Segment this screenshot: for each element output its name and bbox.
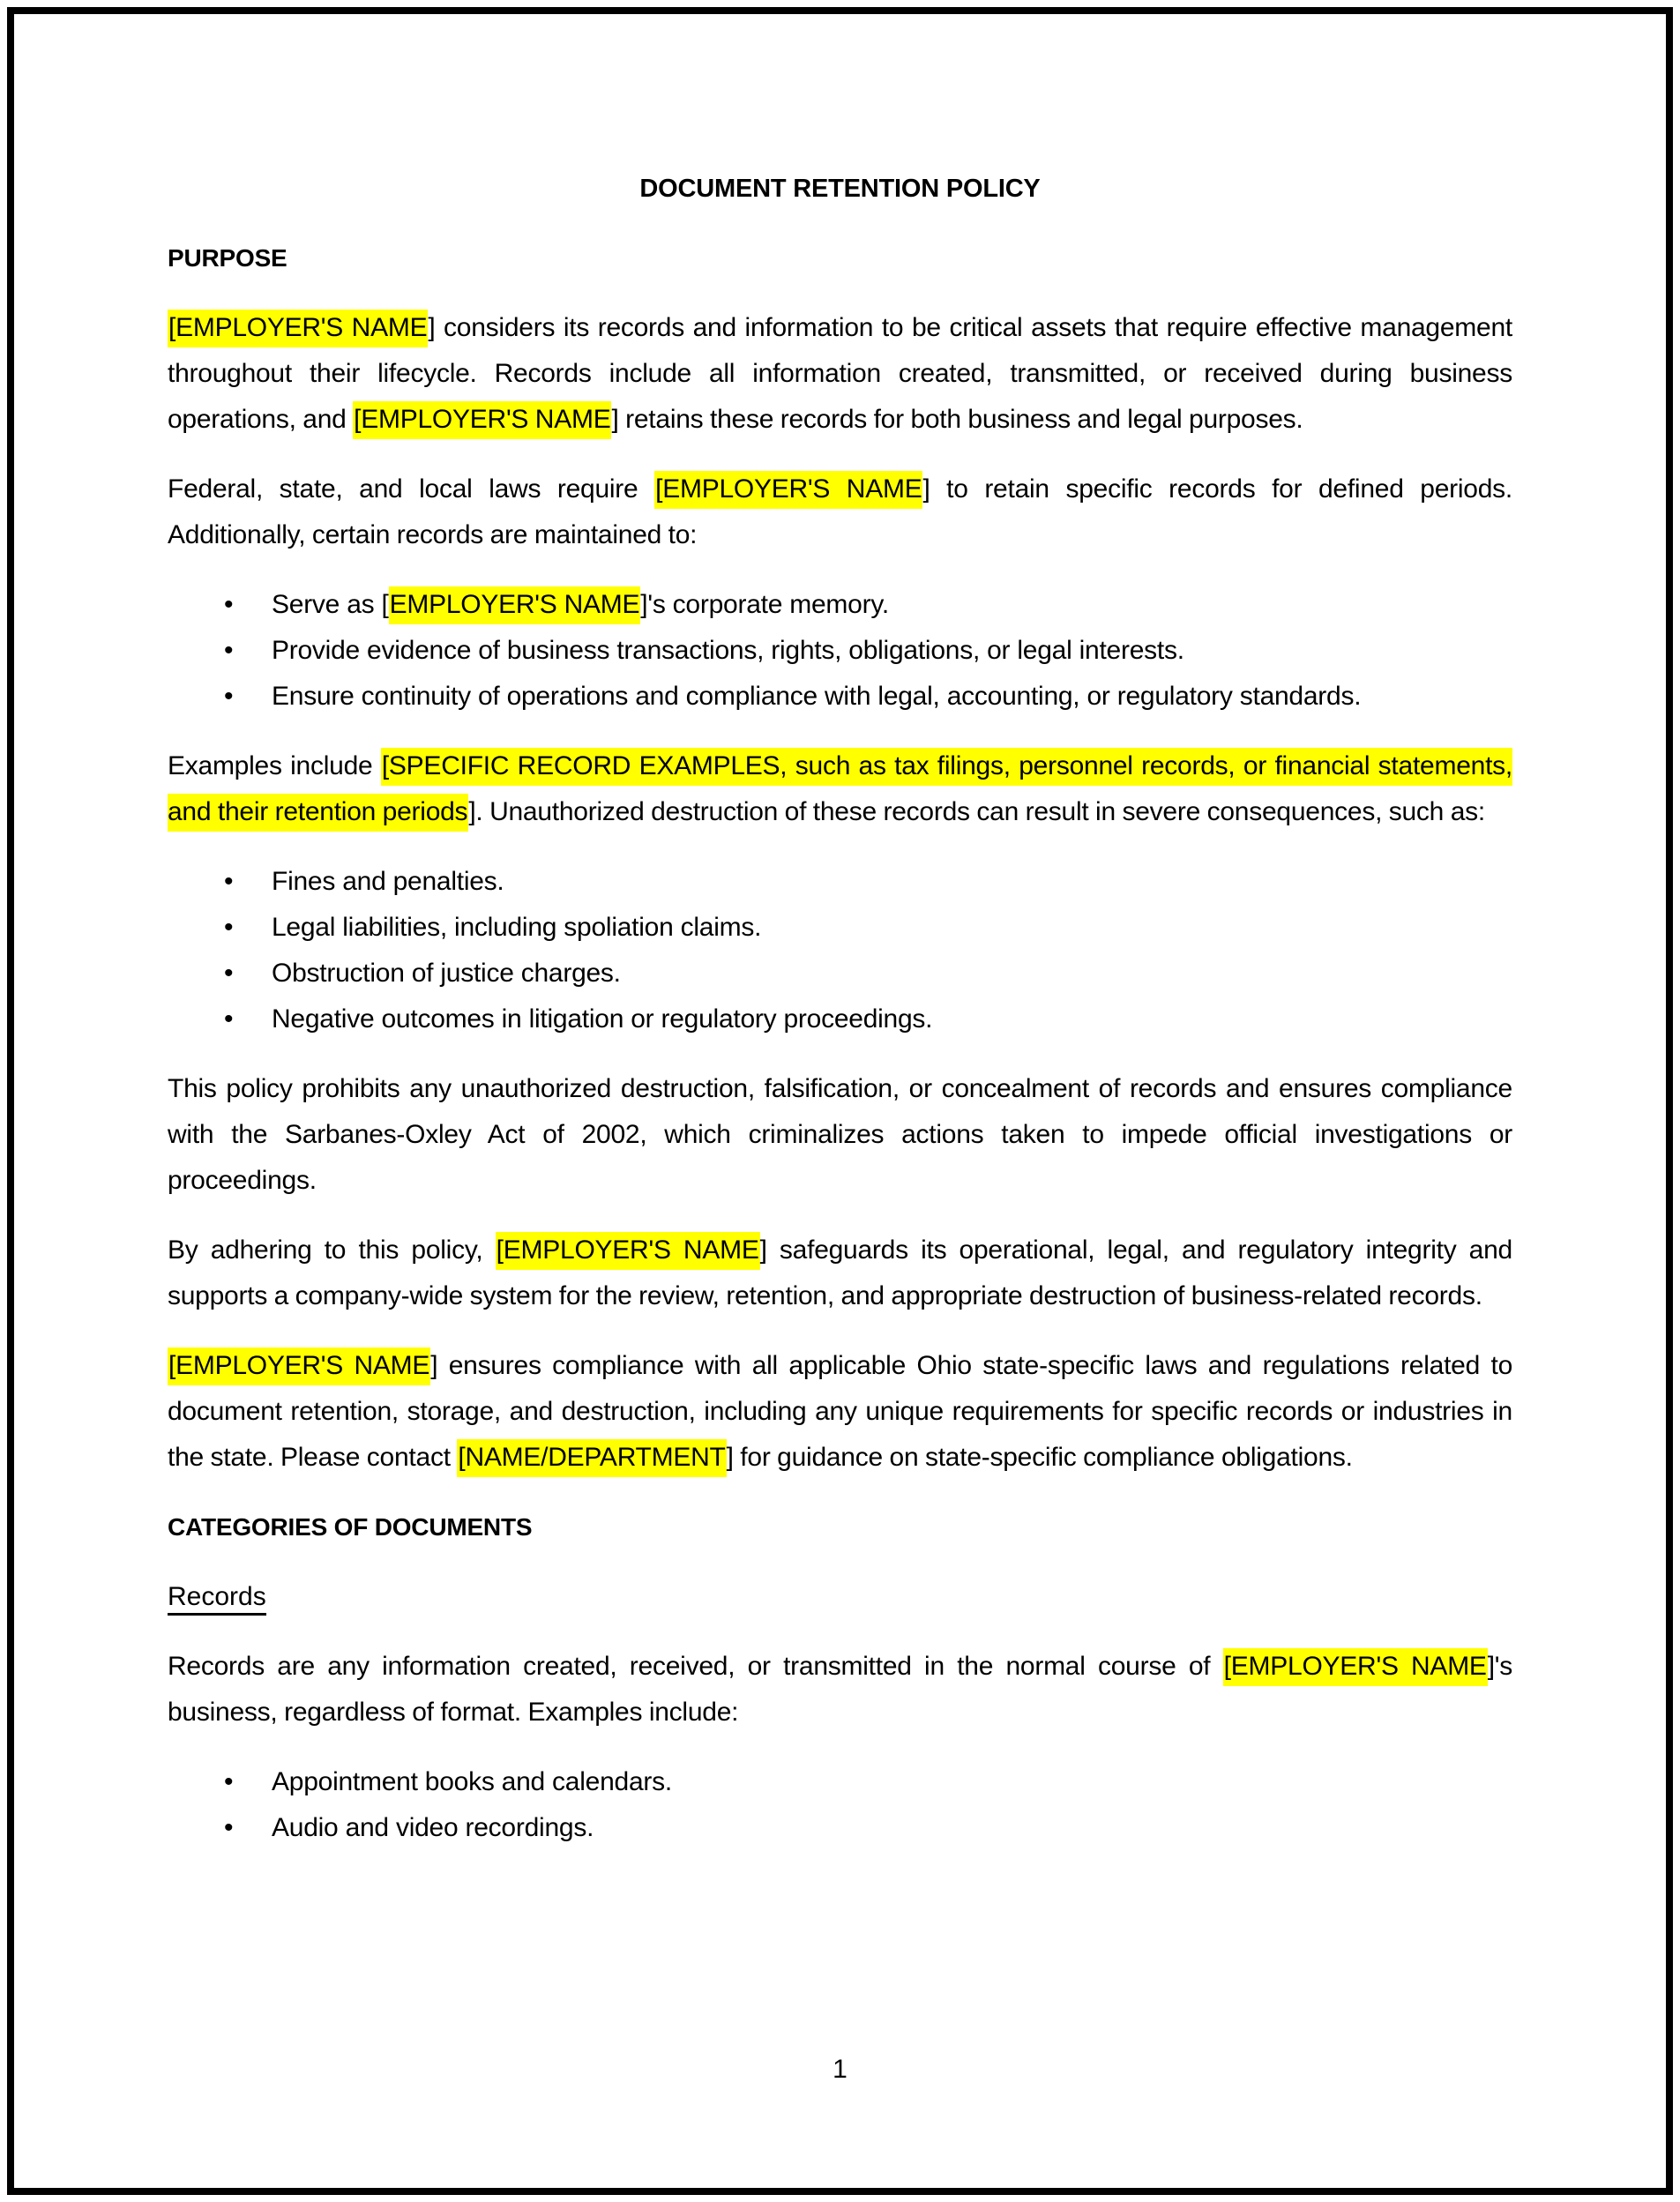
- list-item-text: Obstruction of justice charges.: [272, 959, 621, 988]
- paragraph-examples: Examples include [SPECIFIC RECORD EXAMPLES, such as tax filings, personnel records, or financial statements, and their retention periods]. Unauthorized destruction of these records can result in severe consequences, such as:: [168, 743, 1512, 835]
- list-item-text: Appointment books and calendars.: [272, 1767, 672, 1796]
- list-item: [168, 951, 1512, 996]
- highlighted-placeholder: [NAME/DEPARTMENT: [457, 1439, 726, 1477]
- bullet-list-record-purposes: [168, 582, 1512, 720]
- paragraph-prohibition: This policy prohibits any unauthorized destruction, falsification, or concealment of records and ensures compliance with the Sarbanes-Oxley Act of 2002, which criminalizes actions taken to impede official investigations or proceedings.: [168, 1074, 1512, 1195]
- paragraph-adherence: By adhering to this policy, [EMPLOYER'S NAME] safeguards its operational, legal, and regulatory integrity and supports a company-wide system for the review, retention, and appropriate destruction of business-related records.: [168, 1228, 1512, 1319]
- page-content: [14, 14, 1666, 2188]
- bullet-icon: •: [224, 636, 234, 665]
- page-number: 1: [833, 2055, 847, 2084]
- bullet-icon: •: [224, 1813, 234, 1842]
- bullet-list-consequences: [168, 859, 1512, 1042]
- list-item-text: Audio and video recordings.: [272, 1813, 594, 1842]
- document-title: DOCUMENT RETENTION POLICY: [639, 175, 1041, 203]
- bullet-list-record-examples: [168, 1759, 1512, 1851]
- paragraph-legal-requirements: Federal, state, and local laws require [EMPLOYER'S NAME] to retain specific records for defined periods. Additionally, certain records are maintained to:: [168, 467, 1512, 558]
- list-item: [168, 859, 1512, 905]
- paragraph-intro: [EMPLOYER'S NAME] considers its records and information to be critical assets that require effective management throughout their lifecycle. Records include all information created, transmitted, or received during business operations, and [EMPLOYER'S NAME] retains these records for both business and legal purposes.: [168, 305, 1512, 443]
- list-item: [168, 1805, 1512, 1851]
- highlighted-placeholder: [EMPLOYER'S NAME: [654, 471, 922, 509]
- highlighted-placeholder: [EMPLOYER'S NAME: [1223, 1648, 1488, 1686]
- highlighted-placeholder: EMPLOYER'S NAME: [389, 586, 641, 624]
- list-item-text: Fines and penalties.: [272, 867, 504, 896]
- list-item: [168, 1759, 1512, 1805]
- list-item: [168, 674, 1512, 720]
- bullet-icon: •: [224, 959, 234, 988]
- highlighted-placeholder: [EMPLOYER'S NAME: [353, 401, 611, 439]
- bullet-icon: •: [224, 1767, 234, 1796]
- list-item-text: Ensure continuity of operations and compliance with legal, accounting, or regulatory standards.: [272, 682, 1362, 711]
- bullet-icon: •: [224, 867, 234, 896]
- bullet-icon: •: [224, 1004, 234, 1034]
- highlighted-placeholder: [EMPLOYER'S NAME: [168, 1347, 430, 1385]
- bullet-icon: •: [224, 590, 234, 619]
- list-item-text: Legal liabilities, including spoliation claims.: [272, 913, 762, 942]
- paragraph-ohio-compliance: [EMPLOYER'S NAME] ensures compliance with all applicable Ohio state-specific laws and regulations related to document retention, storage, and destruction, including any unique requirements for specific records or industries in the state. Please contact [NAME/DEPARTMENT] for guidance on state-specific compliance obligations.: [168, 1343, 1512, 1481]
- subheading-records-label: Records: [168, 1582, 266, 1616]
- bullet-icon: •: [224, 682, 234, 711]
- list-item-text: Serve as [EMPLOYER'S NAME]'s corporate memory.: [272, 586, 889, 624]
- paragraph-records-definition: Records are any information created, received, or transmitted in the normal course of [EMPLOYER'S NAME]'s business, regardless of format. Examples include:: [168, 1644, 1512, 1735]
- list-item: [168, 582, 1512, 628]
- list-item: [168, 905, 1512, 951]
- heading-categories-of-documents: CATEGORIES OF DOCUMENTS: [168, 1513, 533, 1541]
- list-item: [168, 996, 1512, 1042]
- list-item-text: Negative outcomes in litigation or regulatory proceedings.: [272, 1004, 933, 1034]
- subheading-records: [168, 1574, 1512, 1620]
- page-frame: [7, 7, 1673, 2195]
- heading-purpose: PURPOSE: [168, 244, 287, 272]
- bullet-icon: •: [224, 913, 234, 942]
- page-footer: [14, 2047, 1666, 2093]
- highlighted-placeholder: [EMPLOYER'S NAME: [168, 310, 428, 347]
- highlighted-placeholder: [EMPLOYER'S NAME: [496, 1232, 760, 1270]
- highlighted-placeholder: [SPECIFIC RECORD EXAMPLES, such as tax filings, personnel records, or financial statements, and their retention periods: [168, 748, 1512, 832]
- list-item: [168, 628, 1512, 674]
- list-item-text: Provide evidence of business transactions, rights, obligations, or legal interests.: [272, 636, 1184, 665]
